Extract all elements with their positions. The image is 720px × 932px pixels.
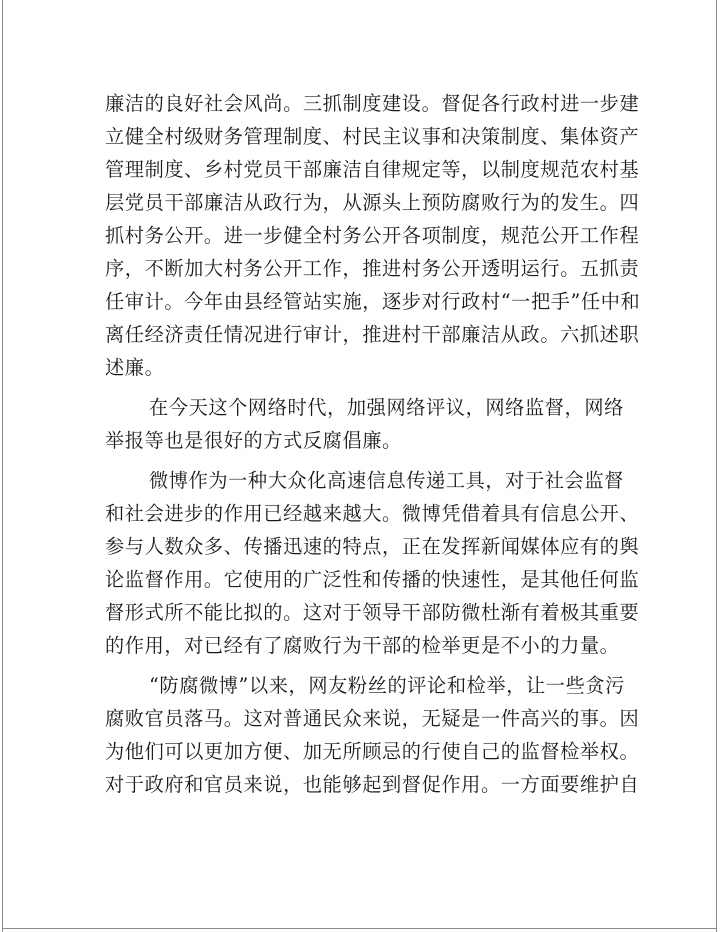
- text-line: 抓村务公开。进一步健全村务公开各项制度，规范公开工作程: [105, 224, 640, 247]
- text-line: 述廉。: [105, 356, 165, 379]
- text-line: 任审计。今年由县经管站实施，逐步对行政村“一把手”任中和: [105, 290, 641, 313]
- text-line: 管理制度、乡村党员干部廉洁自律规定等，以制度规范农村基: [105, 158, 640, 181]
- text-line: 腐败官员落马。这对普通民众来说，无疑是一件高兴的事。因: [105, 707, 640, 730]
- text-line: 为他们可以更加方便、加无所顾忌的行使自己的监督检举权。: [105, 740, 640, 763]
- paragraph: [105, 669, 640, 801]
- text-line: 举报等也是很好的方式反腐倡廉。: [105, 429, 402, 452]
- text-line: 廉洁的良好社会风尚。三抓制度建设。督促各行政村进一步建: [105, 92, 640, 115]
- paragraph-gap: [105, 457, 617, 464]
- text-line: 在今天这个网络时代，加强网络评议，网络监督，网络: [149, 396, 624, 419]
- paragraph: [105, 464, 640, 662]
- text-line: 序，不断加大村务公开工作，推进村务公开透明运行。五抓责: [105, 257, 640, 280]
- text-line: “防腐微博”以来，网友粉丝的评论和检举，让一些贪污: [149, 674, 625, 697]
- text-line: 参与人数众多、传播迅速的特点，正在发挥新闻媒体应有的舆: [105, 535, 640, 558]
- text-line: 的作用，对已经有了腐败行为干部的检举更是不小的力量。: [105, 634, 620, 657]
- document-body: [105, 87, 641, 801]
- page-border-bottom: [2, 928, 717, 929]
- page-border-right: [716, 0, 717, 932]
- page-border-left: [2, 0, 3, 932]
- paragraph: [105, 87, 641, 384]
- text-line: 微博作为一种大众化高速信息传递工具，对于社会监督: [149, 469, 624, 492]
- text-line: 对于政府和官员来说，也能够起到督促作用。一方面要维护自: [105, 773, 640, 796]
- text-line: 立健全村级财务管理制度、村民主议事和决策制度、集体资产: [105, 125, 640, 148]
- paragraph-gap: [105, 662, 617, 669]
- text-line: 层党员干部廉洁从政行为，从源头上预防腐败行为的发生。四: [105, 191, 640, 214]
- text-line: 和社会进步的作用已经越来越大。微博凭借着具有信息公开、: [105, 502, 640, 525]
- paragraph: [105, 391, 624, 457]
- text-line: 督形式所不能比拟的。这对于领导干部防微杜渐有着极其重要: [105, 601, 640, 624]
- text-line: 论监督作用。它使用的广泛性和传播的快速性，是其他任何监: [105, 568, 640, 591]
- text-line: 离任经济责任情况进行审计，推进村干部廉洁从政。六抓述职: [105, 323, 640, 346]
- paragraph-gap: [105, 384, 617, 391]
